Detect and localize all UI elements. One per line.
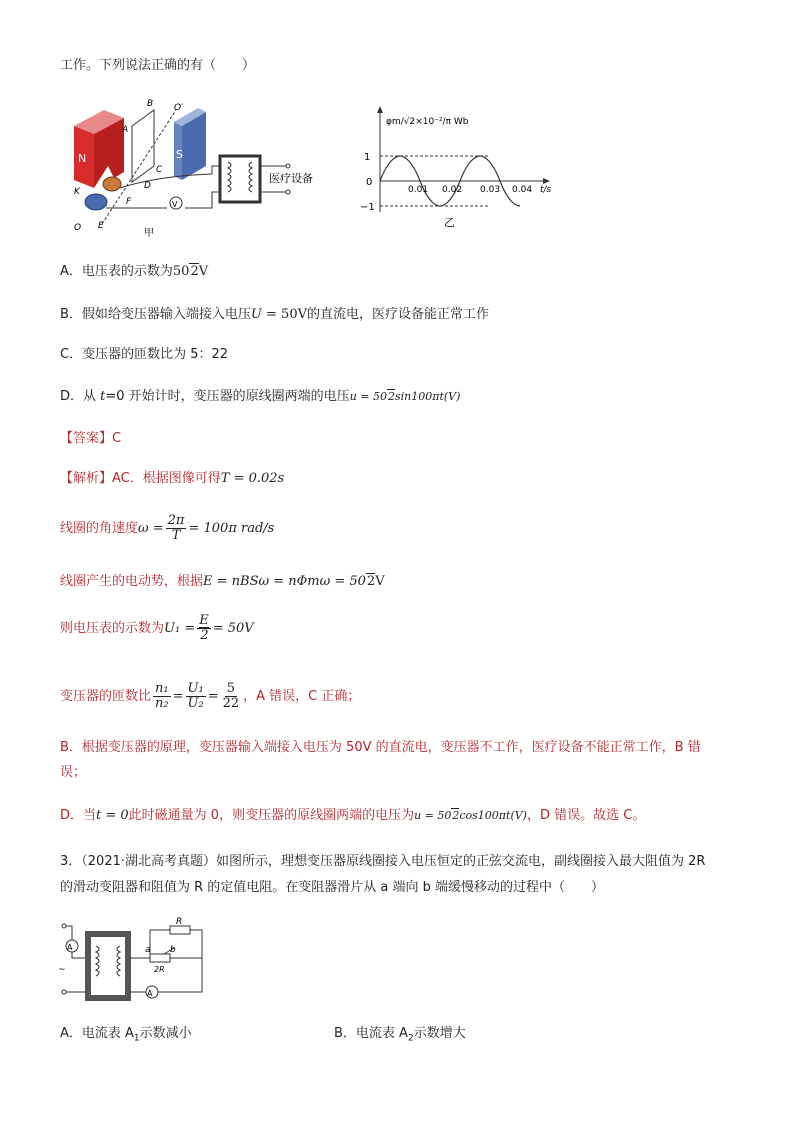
x-tick-002: 0.02 (442, 185, 463, 195)
analysis-line-1: 【解析】AC．根据图像可得T = 0.02s (60, 471, 285, 486)
resistor-r-label: R (176, 917, 183, 927)
q3-option-a: A．电流表 $A_1$示数减小 (60, 1026, 192, 1044)
answer: 【答案】C (60, 431, 122, 446)
ac-source-label: ~ (58, 965, 66, 975)
x-tick-003: 0.03 (480, 185, 501, 195)
magnet-s-label: S (176, 148, 183, 161)
label-b: B (147, 99, 154, 109)
device-label: 医疗设备 (269, 172, 313, 185)
ammeter-a2-label: A (147, 989, 153, 998)
y-axis-label: φm/√2×10⁻²/π Wb (386, 117, 469, 127)
analysis-b-line-2: 误； (60, 765, 87, 780)
figure-generator (62, 96, 332, 246)
analysis-line-4: 则电压表的示数为U₁ = $\frac{E}{2}$ = 50V (60, 613, 254, 643)
option-c: C．变压器的匝数比为 5：22 (60, 347, 229, 362)
analysis-line-2: 线圈的角速度ω = $\frac{2\pi}{T}$ = 100π rad/s (60, 513, 275, 543)
analysis-b-line-1: B．根据变压器的原理，变压器输入端接入电压为 50V 的直流电，变压器不工作，医疗设备不能正常工作，B 错 (60, 740, 701, 755)
label-a: A (122, 125, 129, 135)
rheostat-2r-label: 2R (154, 965, 165, 974)
voltmeter-label: V (172, 200, 178, 209)
label-d: D (144, 181, 151, 191)
label-o: O (74, 223, 82, 233)
x-tick-004: 0.04 (512, 185, 533, 195)
q3-line-1: 3．（2021·湖北高考真题）如图所示，理想变压器原线圈接入电压恒定的正弦交流电，副线圈接入最大阻值为 2R (60, 854, 706, 869)
x-tick-001: 0.01 (408, 185, 429, 195)
question-intro: 工作。下列说法正确的有（ ） (60, 58, 256, 73)
figure-caption-jia: 甲 (144, 228, 154, 239)
terminal-b-label: b (170, 945, 176, 955)
magnet-n-label: N (78, 152, 87, 165)
q3-option-b: B．电流表 $A_2$示数增大 (334, 1026, 466, 1044)
ammeter-a1-label: A (67, 943, 73, 952)
q3-line-2: 的滑动变阻器和阻值为 R 的定值电阻。在变阻器滑片从 a 端向 b 端缓慢移动的过程中（ ） (60, 880, 605, 895)
figure-q3-circuit (52, 914, 222, 1004)
terminal-a-label: a (145, 945, 151, 955)
option-a: A．电压表的示数为502V (60, 264, 209, 279)
analysis-d-line: D．当t = 0此时磁通量为 0，则变压器的原线圈两端的电压为u = 502cos100πt(V)，D 错误。故选 C。 (60, 808, 646, 823)
figure-caption-yi: 乙 (444, 216, 455, 229)
figure-flux-graph (356, 104, 556, 230)
y-tick-1: 1 (364, 152, 371, 163)
label-k: K (74, 187, 80, 197)
label-c: C (156, 165, 163, 175)
option-b: B．假如给变压器输入端接入电压U = 50V的直流电，医疗设备能正常工作 (60, 307, 489, 322)
option-d: D．从 t=0 开始计时，变压器的原线圈两端的电压u = 502sin100πt(V) (60, 389, 461, 404)
label-o2: O′ (174, 103, 184, 113)
y-tick-neg1: −1 (360, 202, 375, 213)
label-e: E (98, 221, 104, 231)
analysis-line-5: 变压器的匝数比 $\frac{\text{n₁}}{\text{n₂}}$ = $\frac{\text{U₁}}{\text{U₂}}$ = $\frac{5}{22}$ ，A 错误，C 正确； (60, 681, 361, 711)
y-tick-0: 0 (366, 177, 373, 188)
x-axis-label: t/s (540, 185, 552, 195)
analysis-line-3: 线圈产生的电动势，根据E = nBSω = nΦmω = 502V (60, 574, 385, 589)
label-f: F (126, 197, 132, 207)
